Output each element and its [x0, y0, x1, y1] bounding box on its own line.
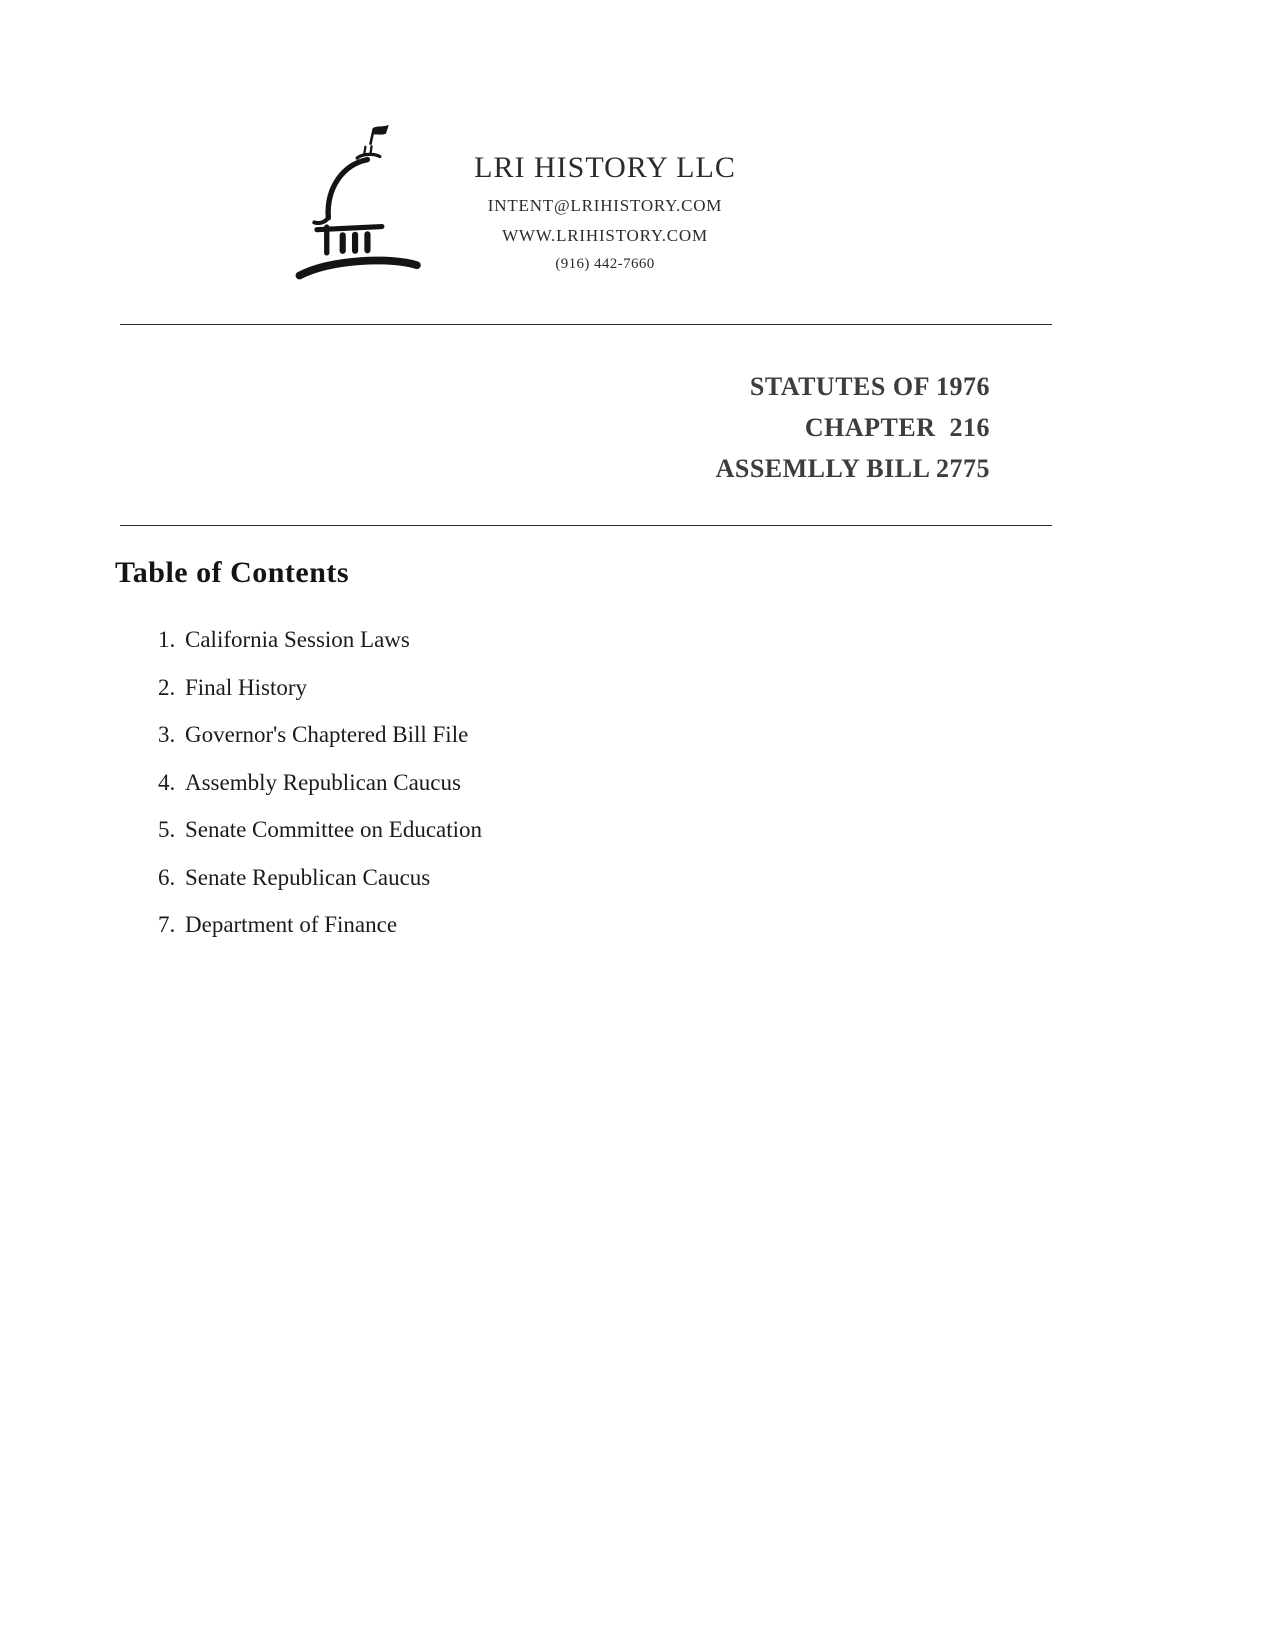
- toc-item: 6. Senate Republican Caucus: [181, 854, 900, 902]
- toc-item: 7. Department of Finance: [181, 901, 900, 949]
- toc-item: 2. Final History: [181, 664, 900, 712]
- phone-number: (916) 442-7660: [555, 256, 655, 272]
- statutes-line: STATUTES OF 1976: [749, 372, 990, 401]
- letterhead: [445, 150, 765, 273]
- divider-top: [120, 324, 1052, 325]
- toc-item: 4. Assembly Republican Caucus: [181, 759, 900, 807]
- divider-bottom: [120, 525, 1052, 526]
- assembly-bill-line: ASSEMLLY BILL 2775: [715, 454, 990, 483]
- toc-item: 5. Senate Committee on Education: [181, 806, 900, 854]
- toc-item: 1. California Session Laws: [181, 616, 900, 664]
- company-name: LRI HISTORY LLC: [474, 151, 736, 184]
- statute-title-block: [716, 366, 990, 489]
- capitol-building-icon: [292, 122, 447, 292]
- chapter-line: CHAPTER 216: [804, 413, 990, 442]
- toc-item: 3. Governor's Chaptered Bill File: [181, 711, 900, 759]
- toc-heading: Table of Contents: [115, 556, 350, 589]
- email-address: INTENT@LRIHISTORY.COM: [487, 196, 723, 215]
- toc-list: [0, 616, 900, 949]
- website-url: WWW.LRIHISTORY.COM: [502, 226, 708, 245]
